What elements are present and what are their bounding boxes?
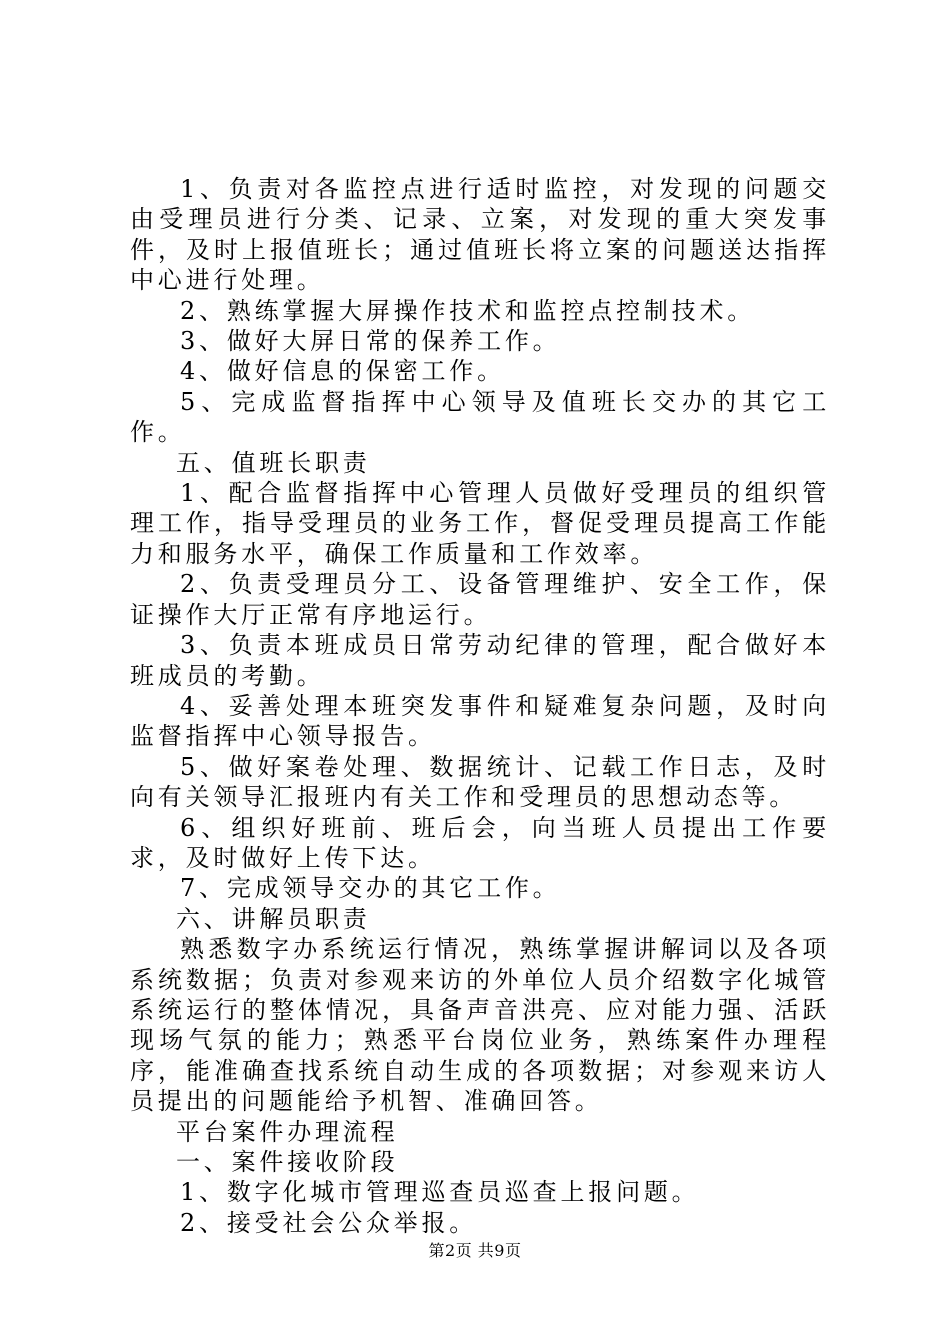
paragraph-shift-leader-duty-7: 7、完成领导交办的其它工作。	[180, 874, 561, 903]
paragraph-monitor-duty-4: 4、做好信息的保密工作。	[180, 357, 505, 386]
page-number-footer: 第2页 共9页	[428, 1241, 522, 1260]
paragraph-shift-leader-duty-1: 1、配合监督指挥中心管理人员做好受理员的组织管理工作，指导受理员的业务工作，督促受理员提高工作能力和服务水平，确保工作质量和工作效率。	[130, 479, 830, 568]
paragraph-monitor-duty-5: 5、完成监督指挥中心领导及值班长交办的其它工作。	[130, 387, 830, 447]
section-heading-shift-leader: 五、值班长职责	[176, 448, 371, 477]
section-heading-guide: 六、讲解员职责	[176, 904, 371, 933]
section-heading-case-process: 平台案件办理流程	[176, 1117, 399, 1146]
paragraph-shift-leader-duty-3: 3、负责本班成员日常劳动纪律的管理，配合做好本班成员的考勤。	[130, 631, 830, 690]
section-heading-case-intake: 一、案件接收阶段	[176, 1148, 399, 1176]
paragraph-intake-step-1: 1、数字化城市管理巡查员巡查上报问题。	[180, 1178, 700, 1207]
paragraph-guide-duty: 熟悉数字办系统运行情况，熟练掌握讲解词以及各项系统数据；负责对参观来访的外单位人员介绍数字化城管系统运行的整体情况，具备声音洪亮、应对能力强、活跃现场气氛的能力；熟悉平台岗位业务，熟练案件办理程序，能准确查找系统自动生成的各项数据；对参观来访人员提出的问题能给予机智、准确回答。	[130, 935, 830, 1116]
paragraph-shift-leader-duty-6: 6、组织好班前、班后会，向当班人员提出工作要求，及时做好上传下达。	[130, 813, 830, 872]
paragraph-monitor-duty-1: 1、负责对各监控点进行适时监控，对发现的问题交由受理员进行分类、记录、立案，对发现的重大突发事件，及时上报值班长；通过值班长将立案的问题送达指挥中心进行处理。	[130, 175, 830, 295]
paragraph-shift-leader-duty-2: 2、负责受理员分工、设备管理维护、安全工作，保证操作大厅正常有序地运行。	[130, 570, 830, 629]
paragraph-monitor-duty-3: 3、做好大屏日常的保养工作。	[180, 327, 561, 356]
paragraph-intake-step-2: 2、接受社会公众举报。	[180, 1208, 478, 1237]
paragraph-shift-leader-duty-5: 5、做好案卷处理、数据统计、记载工作日志，及时向有关领导汇报班内有关工作和受理员的思想动态等。	[130, 752, 830, 812]
paragraph-shift-leader-duty-4: 4、妥善处理本班突发事件和疑难复杂问题，及时向监督指挥中心领导报告。	[130, 691, 830, 751]
document-body	[130, 174, 830, 1238]
paragraph-monitor-duty-2: 2、熟练掌握大屏操作技术和监控点控制技术。	[180, 296, 756, 325]
